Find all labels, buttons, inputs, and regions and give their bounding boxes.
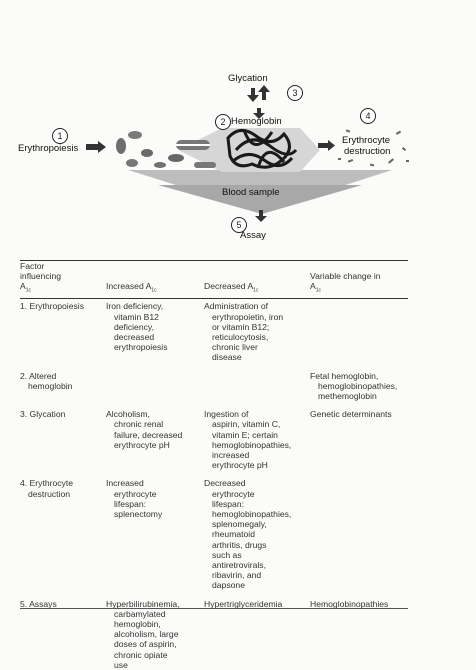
cell-line: reticulocytosis, xyxy=(212,331,269,342)
cell-line: such as xyxy=(212,549,242,560)
cell-line: Administration of xyxy=(204,301,269,312)
erythropoiesis-arrow-icon xyxy=(86,141,106,153)
step-number-2: 2 xyxy=(215,114,231,130)
cell-line: deficiency, xyxy=(114,321,154,332)
cell-line: antiretrovirals, xyxy=(212,560,266,570)
table-cell-increased xyxy=(106,369,204,408)
assay-label: Assay xyxy=(240,230,266,241)
table-cell-variable xyxy=(310,476,408,596)
table-cell-variable xyxy=(310,369,408,408)
cell-line: Iron deficiency, xyxy=(106,301,164,312)
cell-line: erythropoiesis xyxy=(114,342,168,353)
destruction-arrow-icon xyxy=(318,140,335,151)
cell-line: Ingestion of xyxy=(204,409,249,420)
cell-line: hemoglobinopathies, xyxy=(212,508,292,519)
cell-line: 5. Assays xyxy=(20,598,57,609)
header-decreased-sub: 1c xyxy=(253,288,259,295)
cell-line: chronic opiate xyxy=(114,649,168,660)
cell-line: or vitamin B12; xyxy=(212,321,270,332)
glycation-label: Glycation xyxy=(228,73,268,84)
a1c-factors-diagram xyxy=(0,0,476,252)
cell-line: 4. Erythrocyte xyxy=(20,478,74,489)
table-cell-increased xyxy=(106,299,204,369)
header-variable xyxy=(310,261,408,299)
table-header-row xyxy=(20,261,408,299)
cell-line: 1. Erythropoiesis xyxy=(20,301,85,312)
erythropoiesis-label: Erythropoiesis xyxy=(18,143,79,154)
cell-line: arthritis, drugs xyxy=(212,539,267,550)
cell-line: Alcoholism, xyxy=(106,409,150,420)
table-bottom-rule xyxy=(20,608,408,609)
table-row xyxy=(20,476,408,596)
cell-line: erythrocyte pH xyxy=(212,460,268,471)
table-cell-variable xyxy=(310,299,408,369)
hemoglobin-label: Hemoglobin xyxy=(231,116,282,127)
cell-line: hemoglobin xyxy=(28,380,73,391)
header-factor-sub: 1c xyxy=(25,288,32,295)
cell-line: vitamin E; certain xyxy=(212,429,278,440)
table-cell-factor xyxy=(20,299,106,369)
step-number-4: 4 xyxy=(360,108,376,124)
cell-line: erythropoietin, iron xyxy=(212,311,284,322)
header-factor-line-2: influencing xyxy=(20,271,62,282)
table-row xyxy=(20,407,408,476)
header-factor-line-3: A xyxy=(20,281,26,292)
header-variable-line-1: Variable change in xyxy=(310,271,381,282)
cell-line: chronic liver xyxy=(212,342,258,353)
header-increased-sub: 1c xyxy=(151,288,157,295)
cell-line: Hyperbilirubinemia, xyxy=(106,598,180,609)
cell-line: Increased xyxy=(106,478,144,489)
table-cell-increased xyxy=(106,407,204,476)
erythrocyte-destruction-label-2: destruction xyxy=(344,146,391,157)
cell-line: Hypertriglyceridemia xyxy=(204,598,283,609)
cell-line: carbamylated xyxy=(114,608,166,619)
header-increased-text: Increased A xyxy=(106,281,152,292)
cell-line: ribavirin, and xyxy=(212,570,262,581)
table-cell-factor xyxy=(20,476,106,596)
step-number-1: 1 xyxy=(52,128,68,144)
table-cell-factor xyxy=(20,407,106,476)
table-cell-decreased xyxy=(204,476,310,596)
header-increased xyxy=(106,261,204,299)
table-row xyxy=(20,299,408,369)
cell-line: doses of aspirin, xyxy=(114,639,177,650)
cell-line: lifespan: xyxy=(114,498,147,509)
cell-line: Fetal hemoglobin, xyxy=(310,370,379,381)
red-blood-cell-icon xyxy=(116,131,216,168)
cell-line: decreased xyxy=(114,331,155,342)
cell-line: hemoglobinopathies, xyxy=(212,439,292,450)
cell-line: erythrocyte xyxy=(212,488,255,499)
header-variable-line-2: A xyxy=(310,281,316,292)
cell-line: alcoholism, large xyxy=(114,629,179,640)
cell-line: methemoglobin xyxy=(318,390,377,401)
step-number-3: 3 xyxy=(287,85,303,101)
glycation-arrows-icon xyxy=(247,85,270,102)
erythrocyte-destruction-label-1: Erythrocyte xyxy=(342,135,391,146)
cell-line: failure, decreased xyxy=(114,429,183,440)
header-factor xyxy=(20,261,106,299)
table-cell-variable xyxy=(310,407,408,476)
cell-line: erythrocyte xyxy=(114,488,157,499)
table-body xyxy=(20,299,408,670)
header-decreased xyxy=(204,261,310,299)
cell-line: disease xyxy=(212,352,242,363)
table-cell-increased xyxy=(106,476,204,596)
cell-line: destruction xyxy=(28,488,71,499)
cell-line: hemoglobin, xyxy=(114,619,161,630)
cell-line: dapsone xyxy=(212,580,245,591)
table-cell-decreased xyxy=(204,407,310,476)
cell-line: Decreased xyxy=(204,478,246,489)
cell-line: erythrocyte pH xyxy=(114,439,170,450)
cell-line: 2. Altered xyxy=(20,370,57,381)
table-cell-factor xyxy=(20,369,106,408)
header-decreased-text: Decreased A xyxy=(204,281,254,292)
cell-line: splenectomy xyxy=(114,508,163,519)
blood-sample-label: Blood sample xyxy=(222,187,280,198)
cell-line: chronic renal xyxy=(114,419,164,430)
cell-line: use xyxy=(114,659,128,670)
cell-line: hemoglobinopathies, xyxy=(318,380,398,391)
cell-line: 3. Glycation xyxy=(20,409,66,420)
cell-line: lifespan: xyxy=(212,498,245,509)
header-factor-line-1: Factor xyxy=(20,261,45,271)
cell-line: Genetic determinants xyxy=(310,409,392,420)
table-cell-decreased xyxy=(204,369,310,408)
table-cell-decreased xyxy=(204,299,310,369)
cell-line: vitamin B12 xyxy=(114,311,159,322)
cell-line: aspirin, vitamin C, xyxy=(212,419,281,430)
table-row xyxy=(20,369,408,408)
cell-line: splenomegaly, xyxy=(212,519,267,530)
cell-line: Hemoglobinopathies xyxy=(310,598,389,609)
header-variable-sub: 1c xyxy=(315,288,322,295)
cell-line: increased xyxy=(212,449,250,460)
cell-line: rheumatoid xyxy=(212,529,255,540)
step-number-5: 5 xyxy=(231,217,247,233)
